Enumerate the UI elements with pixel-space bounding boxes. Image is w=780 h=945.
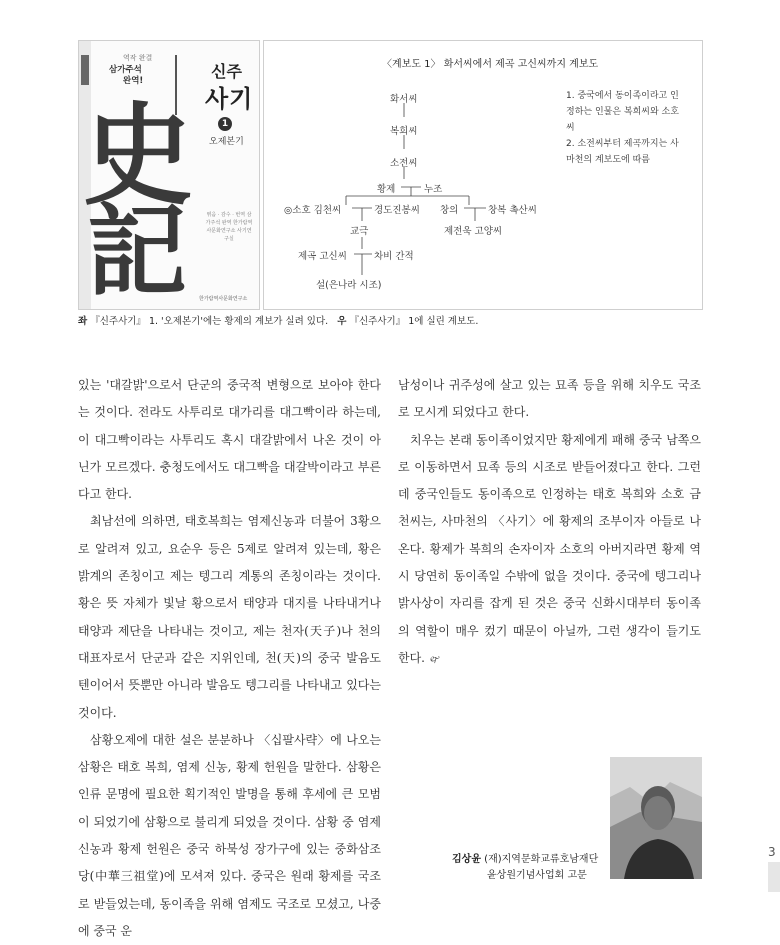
publisher-logo xyxy=(81,55,89,85)
paragraph: 있는 '대갈밝'으로서 단군의 중국적 변형으로 보아야 한다는 것이다. 전라도 사투리로 대가리를 대그빡이라 하는데, 이 대그빡이라는 사투리도 혹시 대갈밝에서 나온 것이 아닌가 모르겠다. 충청도에서도 대그빡을 대갈박이라고 부른다고 한다. xyxy=(78,378,381,502)
cover-kicker-line1: 삼가주석 xyxy=(109,65,142,75)
node-seol: 설(은나라 시조) xyxy=(316,280,382,291)
cover-kicker-line2: 완역! xyxy=(123,76,144,86)
node-jegok: 제곡 고신씨 xyxy=(298,251,347,262)
node-bokhui: 복희씨 xyxy=(390,126,418,137)
node-jejeonuk: 제전욱 고양씨 xyxy=(444,226,503,237)
cover-title-line1: 신주 xyxy=(211,62,242,81)
cover-calligraphy-bottom: 記 xyxy=(87,192,187,310)
genealogy-diagram xyxy=(263,40,703,310)
author-title-line1: (재)지역문화교류호남재단 xyxy=(484,854,599,865)
node-nujo: 누조 xyxy=(424,184,443,195)
author-name: 김상윤 xyxy=(452,854,481,865)
caption-right-text: 『신주사기』 1에 실린 계보도. xyxy=(349,316,479,327)
diagram-note-1: 1. 중국에서 동이족이라고 인정하는 인물은 복희씨와 소호씨 xyxy=(566,91,679,133)
paragraph: 삼황오제에 대한 설은 분분하나 〈십팔사략〉에 나오는 삼황은 태호 복희, 염제 신농, 황제 헌원을 말한다. 삼황은 인류 문명에 필요한 획기적인 발명을 통해 후세에 큰 모범이 되었기에 삼황으로 불리게 되었을 것이다. 삼황 중 염제 신농과 황제 헌원은 중국 하북성 장가구에 있는 중화삼조당(中華三祖堂)에 모셔져 있다. 중국은 원래 황제를 국조로 받들었는데, 동이족을 위해 염제도 국조로 모셨고, 나중에 중국 운 xyxy=(78,732,381,938)
node-hwaseo: 화서씨 xyxy=(390,94,418,105)
node-changui: 창의 xyxy=(440,205,459,216)
paragraph-text: 치우는 본래 동이족이었지만 황제에게 패해 중국 남쪽으로 이동하면서 묘족 등의 시조로 받들어졌다고 한다. 그런데 중국인들도 동이족으로 인정하는 태호 복희와 소호 금천씨는, 사마천의 〈사기〉에 황제의 조부이자 아들로 나온다. 황제가 복희의 손자이자 소호의 아버지라면 황제 역시 당연히 동이족일 수밖에 없을 것이다. 중국에 텡그리나 밝사상이 자리를 잡게 된 것은 중국 신화시대부터 동이족의 역할이 매우 컸기 때문이 아닐까, 그런 생각이 들기도 한다. xyxy=(398,432,701,665)
cover-subtitle: 오제본기 xyxy=(209,137,244,147)
page-edge-tab xyxy=(768,862,780,892)
cover-calligraphy-top: 史 xyxy=(83,91,193,220)
node-sojeon: 소전씨 xyxy=(390,158,418,169)
cover-volume-number: 1 xyxy=(218,117,232,131)
article-column-left xyxy=(78,372,381,938)
cover-credit: 엮음 · 감수 · 번역 삼가주석 완역 한가람역사문화연구소 사기연구실 xyxy=(205,212,253,242)
caption-right-label: 우 xyxy=(337,316,347,327)
diagram-note-2: 2. 소전씨부터 제곡까지는 사마천의 계보도에 따름 xyxy=(566,139,679,165)
book-cover-image xyxy=(78,40,260,310)
node-hwangje: 황제 xyxy=(377,184,396,195)
cover-title-line2: 사기 xyxy=(205,85,254,113)
node-changbok: 창복 촉산씨 xyxy=(488,205,537,216)
node-gyeongdo: 경도진봉씨 xyxy=(374,205,420,216)
node-gyogeuk: 교극 xyxy=(350,226,369,237)
caption-left-text: 『신주사기』 1. '오제본기'에는 황제의 계보가 실려 있다. xyxy=(90,316,329,327)
cover-publisher: 한가람역사문화연구소 xyxy=(199,296,248,302)
author-title-line2: 윤상원기념사업회 고문 xyxy=(487,870,587,881)
paragraph xyxy=(398,427,701,675)
cover-kicker-small: 역작 완결 xyxy=(123,54,153,62)
article-column-right xyxy=(398,372,701,665)
diagram-title: 〈계보도 1〉 화서씨에서 제곡 고신씨까지 계보도 xyxy=(382,59,599,70)
paragraph: 남성이나 귀주성에 살고 있는 묘족 등을 위해 치우도 국조로 모시게 되었다고 한다. xyxy=(398,378,701,420)
diagram-lines xyxy=(264,41,702,309)
caption-left-label: 좌 xyxy=(78,316,88,327)
author-credit-line1 xyxy=(452,850,598,865)
end-mark-icon: 🙰 xyxy=(429,654,441,665)
node-sohao: ◎소호 김천씨 xyxy=(284,205,342,216)
page-number: 3 xyxy=(768,845,776,859)
paragraph: 최남선에 의하면, 태호복희는 염제신농과 더불어 3황으로 알려져 있고, 요순우 등은 5제로 알려져 있는데, 황은 밝계의 존칭이고 제는 텡그리 계통의 존칭이라는 것이다. 황은 뜻 자체가 빛날 황으로서 태양과 대지를 나타내거나 태양과 제단을 나타내는 것이고, 제는 천자(天子)나 천의 대표자로서 단군과 같은 지위인데, 천(天)의 중국 발음도 텐이어서 뜻뿐만 아니라 발음도 텡그리를 나타내고 있다는 것이다. xyxy=(78,514,381,720)
figure-caption xyxy=(78,313,478,327)
node-chabi: 차비 간적 xyxy=(374,251,414,262)
author-photo xyxy=(610,757,702,879)
author-portrait xyxy=(610,757,702,879)
